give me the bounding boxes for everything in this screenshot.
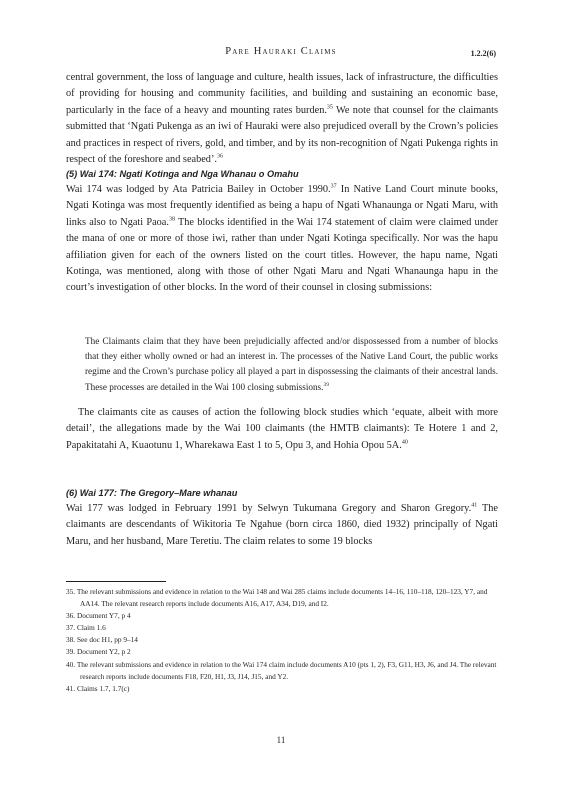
footnote-ref: 38: [168, 216, 175, 223]
footnote-number: 41.: [66, 683, 76, 693]
paragraph-text: The claimants cite as causes of action the following block studies which ‘equate, albeit with more detail’, the allegations made by the Wai 100 claimants (the HMTB claimants): Te Hotere 1 and 2, Papakitatahi A, Kuaotunu 1, Wharekawa East 1 to 5, Opu 3, and Hohia Opou 5A.: [66, 407, 498, 451]
footnote-number: 36.: [66, 611, 76, 621]
page-number: 11: [276, 735, 286, 745]
footnote: [66, 622, 498, 634]
section-heading: (5) Wai 174: Ngati Kotinga and Nga Whanau o Omahu: [66, 169, 299, 179]
footnote-text: Claims 1.7, 1.7(c): [76, 683, 130, 693]
paragraph-text: The claimants are descendants of Wikitoria Te Ngahue (born circa 1860, died 1932) principally of Ngati Maru, and her husband, Mare Teretiu. The claim relates to some 19 blocks: [66, 503, 498, 547]
footnote: [66, 659, 498, 683]
footnotes: [66, 586, 498, 695]
footnote-text: The relevant submissions and evidence in relation to the Wai 174 claim include documents A10 (pts 1, 2), F3, G11, H3, J6, and J4. The relevant research reports include documents F18, F20, H1, J3, J14, J15, and Y2.: [76, 659, 497, 681]
footnote-text: See doc H1, pp 9–14: [76, 635, 138, 645]
footnote-text: Claim 1.6: [76, 623, 106, 633]
footnote-number: 38.: [66, 635, 76, 645]
footnote-ref: 37: [330, 183, 337, 190]
footnote-ref: 40: [401, 439, 408, 446]
footnote-text: The relevant submissions and evidence in relation to the Wai 148 and Wai 285 claims include documents 14–16, 110–118, 120–123, Y7, and AA14. The relevant research reports include documents A16, A17, A34, D19, and I2.: [76, 587, 488, 609]
footnote-text: Document Y7, p 4: [76, 611, 131, 621]
footnote: [66, 683, 498, 695]
footnote-number: 37.: [66, 623, 76, 633]
footnote: [66, 586, 498, 610]
section5-paragraph: [66, 182, 498, 297]
running-head: Pare Hauraki Claims: [225, 46, 337, 57]
section5-paragraph-2: [66, 405, 498, 454]
paragraph-text: central government, the loss of language and culture, health issues, lack of infrastructure, the difficulties of providing for housing and community facilities, and building and sustaining an economic base, particularly in the face of a heavy and mounting rates burden.: [66, 72, 498, 116]
footnote-number: 35.: [66, 587, 76, 596]
footnote: [66, 610, 498, 622]
footnote-ref: 41: [471, 502, 478, 509]
footnote-divider: [66, 581, 166, 582]
paragraph-text: We note that counsel for the claimants submitted that ‘Ngati Pukenga as an iwi of Hauraki were also prejudiced overall by the Crown’s policies and practices in respect of rivers, gold, and timber, and by its non-recognition of Ngati Pukenga rights in respect of the foreshore and seabed’.: [66, 104, 499, 166]
paragraph-text: In Native Land Court minute books, Ngati Kotinga was most frequently identified as being a hapu of Ngati Whanaunga or Ngati Maru, with links also to Ngati Paoa.: [66, 184, 498, 228]
section-heading: (6) Wai 177: The Gregory–Mare whanau: [66, 488, 238, 498]
section6-paragraph: [66, 501, 498, 550]
paragraph-text: Wai 174 was lodged by Ata Patricia Bailey in October 1990.: [66, 184, 331, 195]
footnote-ref: 35: [326, 104, 333, 111]
block-quote: [85, 334, 498, 395]
quote-text: The Claimants claim that they have been prejudicially affected and/or dispossessed from a number of blocks that they either wholly owned or had an interest in. The processes of the Native Land Court, the public works regime and the Crown’s purchase policy all played a part in dispossessing the claimants of their ancestral lands. These processes are detailed in the Wai 100 closing submissions.: [85, 336, 498, 392]
paragraph-text: Wai 177 was lodged in February 1991 by Selwyn Tukumana Gregory and Sharon Gregory.: [66, 503, 472, 514]
footnote-ref: 36: [216, 153, 223, 160]
footnote: [66, 646, 498, 658]
section-number: 1.2.2(6): [470, 49, 496, 58]
footnote-number: 40.: [66, 659, 76, 669]
footnote-text: Document Y2, p 2: [76, 647, 131, 657]
footnote-number: 39.: [66, 647, 76, 657]
footnote: [66, 634, 498, 646]
intro-paragraph: [66, 70, 498, 168]
footnote-ref: 39: [323, 381, 329, 388]
paragraph-text: The blocks identified in the Wai 174 statement of claim were claimed under the mana of one or more of those iwi, rather than under Ngati Kotinga specifically. Nor was the hapu affiliation given for each of the owners listed on the court titles. However, the hapu name, Ngati Kotinga, was mentioned, along with those of other Ngati Maru and Ngati Whanaunga hapu in the court’s investigation of other blocks. In the word of their counsel in closing submissions:: [66, 216, 499, 294]
